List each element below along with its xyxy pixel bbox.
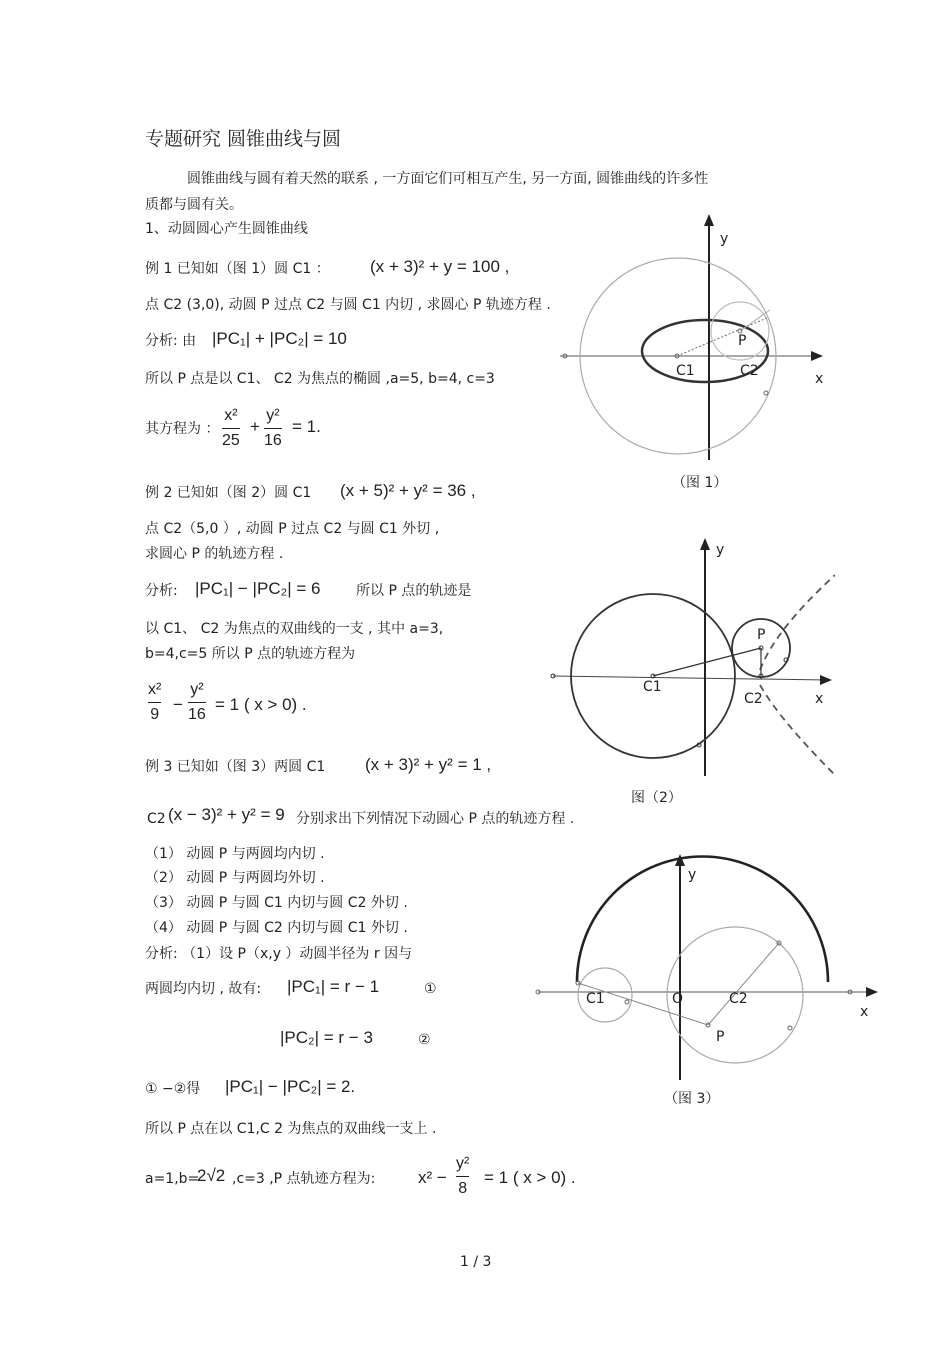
ex3-item-4: （4） 动圆 P 与圆 C2 内切与圆 C1 外切 . <box>145 920 408 936</box>
frac-num: x² <box>224 407 238 424</box>
figure-1-ellipse-diagram <box>555 210 835 470</box>
ex1-line2: 点 C2 (3,0), 动圆 P 过点 C2 与圆 C1 内切 , 求圆心 P 轨迹方程 . <box>145 297 551 313</box>
ex1-frac-x <box>222 406 240 451</box>
fig1-dotted-line <box>677 318 767 356</box>
frac-den: 16 <box>188 706 206 723</box>
ex2-analysis: 分析: <box>145 583 178 599</box>
frac-num: x² <box>148 681 162 698</box>
fig3-origin-label: O <box>672 991 684 1007</box>
ex3-diff-eq: |PC₁| − |PC₂| = 2. <box>225 1077 356 1096</box>
ex3-final-tail: = 1 ( x > 0) . <box>484 1168 576 1187</box>
ex2-minus: − <box>173 695 183 714</box>
frac-num: y² <box>266 407 280 424</box>
fig3-line-p-c2 <box>708 943 779 1025</box>
ex1-line3: 所以 P 点是以 C1、 C2 为焦点的椭圆 ,a=5, b=4, c=3 <box>145 371 495 387</box>
intro-line-1: 圆锥曲线与圆有着天然的联系 , 一方面它们可相互产生, 另一方面, 圆锥曲线的许多性 <box>187 171 709 187</box>
ex3-eq2: (x − 3)² + y² = 9 <box>168 805 285 824</box>
fig1-radius <box>740 310 770 331</box>
ex2-frac-x <box>148 680 161 725</box>
fig2-c2-label: C2 <box>744 691 763 707</box>
ex2-analysis-tail: 所以 P 点的轨迹是 <box>356 583 472 599</box>
fig2-caption: 图（2） <box>631 790 682 806</box>
ex3-item-3: （3） 动圆 P 与圆 C1 内切与圆 C2 外切 . <box>145 895 408 911</box>
fig1-y-arrow <box>704 214 714 226</box>
figure-3-two-circles-diagram <box>530 850 890 1085</box>
fig1-c2-label: C2 <box>740 363 759 379</box>
fig3-x-label: x <box>860 1004 869 1020</box>
ex2-analysis-eq: |PC₁| − |PC₂| = 6 <box>195 579 321 598</box>
fig1-p-label: P <box>738 333 747 349</box>
page-number: 1 / 3 <box>460 1254 492 1270</box>
fig2-hyperbola-lower <box>760 685 835 775</box>
ex3-line1: 例 3 已知如（图 3）两圆 C1 <box>145 759 326 775</box>
ex3-item-1: （1） 动圆 P 与两圆均内切 . <box>145 846 325 862</box>
ex2-frac-y <box>188 680 206 725</box>
frac-den: 16 <box>264 432 282 449</box>
ex3-eq1: (x + 3)² + y² = 1 , <box>365 755 492 774</box>
frac-den: 25 <box>222 432 240 449</box>
fig1-x-arrow <box>811 351 823 361</box>
ex1-line1: 例 1 已知如（图 1）圆 C1 ： <box>145 261 330 277</box>
fig1-caption: （图 1） <box>672 475 728 491</box>
fig3-caption: （图 3） <box>664 1091 720 1107</box>
fig3-big-arc <box>577 857 828 983</box>
ex3-line-focus: 所以 P 点在以 C1,C 2 为焦点的双曲线一支上 . <box>145 1121 437 1137</box>
ex1-eq1: (x + 3)² + y = 100 , <box>370 257 510 276</box>
frac-num: y² <box>456 1155 470 1172</box>
ex2-line4: 以 C1、 C2 为焦点的双曲线的一支 , 其中 a=3, <box>145 621 444 637</box>
ex1-eq-tail: = 1. <box>292 417 321 436</box>
fig2-c1-label: C1 <box>643 679 662 695</box>
intro-line-2: 质都与圆有关。 <box>145 197 243 213</box>
ex3-mark-b: ② <box>418 1032 431 1048</box>
figure-2-hyperbola-diagram <box>545 530 835 780</box>
fig2-p-label: P <box>757 627 766 643</box>
ex3-line2-tail: 分别求出下列情况下动圆心 P 点的轨迹方程 . <box>296 811 575 827</box>
ex3-diff-label: ① −②得 <box>145 1081 201 1097</box>
fig2-x-arrow <box>820 675 832 685</box>
fig3-point <box>788 1026 792 1030</box>
ex3-eq-b: |PC₂| = r − 3 <box>280 1028 373 1047</box>
ex3-mark-a: ① <box>424 981 437 997</box>
page-title: 专题研究 圆锥曲线与圆 <box>145 128 342 150</box>
fig3-p-label: P <box>716 1029 725 1045</box>
ex3-analysis: 分析: （1）设 P（x,y ）动圆半径为 r 因与 <box>145 946 413 962</box>
ex1-analysis-eq: |PC₁| + |PC₂| = 10 <box>212 329 347 348</box>
fig1-x-label: x <box>815 371 824 387</box>
fig2-x-label: x <box>815 691 824 707</box>
fig2-y-arrow <box>700 538 710 550</box>
ex3-final-frac <box>456 1154 469 1199</box>
ex2-eq1: (x + 5)² + y² = 36 , <box>340 481 476 500</box>
ex2-eq-tail: = 1 ( x > 0) . <box>215 695 307 714</box>
fig2-y-label: y <box>716 542 725 558</box>
fig2-hyperbola-upper <box>760 575 835 670</box>
fig3-c1-label: C1 <box>586 991 605 1007</box>
frac-den: 8 <box>458 1180 468 1197</box>
fig1-y-label: y <box>720 231 729 247</box>
ex1-analysis: 分析: 由 <box>145 333 197 349</box>
fig3-c2-label: C2 <box>729 991 748 1007</box>
ex3-abc-tail: ,c=3 ,P 点轨迹方程为: <box>232 1171 376 1187</box>
ex3-final-x: x² − <box>418 1168 447 1187</box>
fig1-point <box>764 391 768 395</box>
ex3-eq-a: |PC₁| = r − 1 <box>287 977 380 996</box>
ex2-line5: b=4,c=5 所以 P 点的轨迹方程为 <box>145 646 356 662</box>
fig3-x-arrow <box>866 987 878 997</box>
ex3-line-both: 两圆均内切 , 故有: <box>145 981 262 997</box>
ex1-eq-label: 其方程为 ： <box>145 421 220 437</box>
ex2-line1: 例 2 已知如（图 2）圆 C1 <box>145 485 312 501</box>
fig2-x-axis <box>553 676 827 680</box>
fig1-c1-label: C1 <box>676 363 695 379</box>
section-heading: 1、动圆圆心产生圆锥曲线 <box>145 221 308 237</box>
ex2-line2: 点 C2（5,0 ）, 动圆 P 过点 C2 与圆 C1 外切 , <box>145 521 440 537</box>
ex1-frac-y <box>264 406 282 451</box>
frac-den: 9 <box>150 706 160 723</box>
ex1-plus: + <box>250 417 260 436</box>
fig3-point <box>625 1000 629 1004</box>
fig3-y-label: y <box>688 867 697 883</box>
ex3-c2-label: C2 <box>147 811 166 827</box>
ex3-line-abc: a=1,b= <box>145 1171 200 1187</box>
ex3-item-2: （2） 动圆 P 与两圆均外切 . <box>145 870 325 886</box>
ex2-line3: 求圆心 P 的轨迹方程 . <box>145 546 284 562</box>
ex3-abc-val: 2√2 <box>197 1166 226 1185</box>
frac-num: y² <box>190 681 204 698</box>
